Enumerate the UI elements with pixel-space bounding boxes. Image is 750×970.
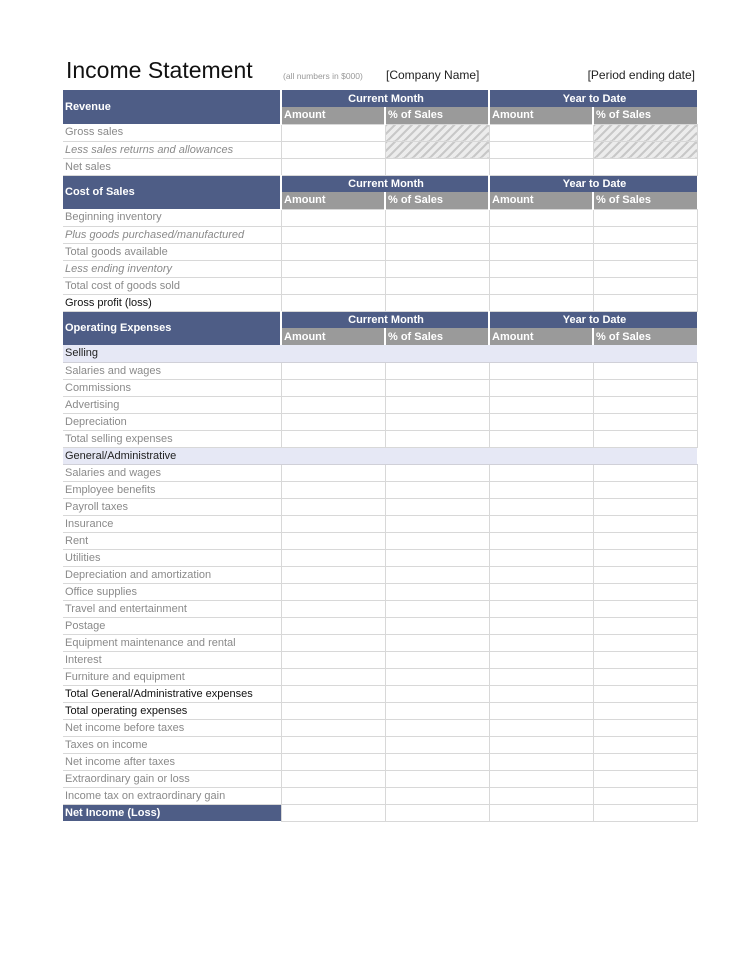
amount-cell[interactable]: [281, 549, 385, 566]
pct-of-sales-cell[interactable]: [385, 804, 489, 821]
line-item-row: [63, 430, 697, 447]
pct-of-sales-cell[interactable]: [385, 549, 489, 566]
net-income-label: Net Income (Loss): [63, 804, 281, 821]
pct-of-sales-cell[interactable]: [593, 430, 697, 447]
pct-of-sales-cell[interactable]: [385, 260, 489, 277]
pct-of-sales-cell[interactable]: [385, 566, 489, 583]
line-item-row: [63, 277, 697, 294]
pct-of-sales-cell[interactable]: [593, 413, 697, 430]
line-item-row: [63, 464, 697, 481]
amount-cell[interactable]: [489, 379, 593, 396]
pct-of-sales-cell[interactable]: [385, 226, 489, 243]
pct-of-sales-column-header: % of Sales: [385, 107, 489, 124]
pct-of-sales-cell[interactable]: [593, 600, 697, 617]
amount-cell[interactable]: [281, 158, 385, 175]
pct-of-sales-cell[interactable]: [593, 702, 697, 719]
pct-of-sales-cell[interactable]: [593, 736, 697, 753]
amount-cell[interactable]: [489, 736, 593, 753]
line-item-row: [63, 685, 697, 702]
pct-of-sales-cell[interactable]: [385, 464, 489, 481]
line-item-row: [63, 481, 697, 498]
line-item-label: Insurance: [63, 515, 281, 532]
amount-cell[interactable]: [281, 668, 385, 685]
amount-cell[interactable]: [489, 362, 593, 379]
pct-of-sales-cell[interactable]: [593, 362, 697, 379]
amount-cell[interactable]: [489, 396, 593, 413]
amount-cell[interactable]: [489, 226, 593, 243]
amount-cell[interactable]: [281, 515, 385, 532]
line-item-row: [63, 226, 697, 243]
period-ending-date-field[interactable]: [Period ending date]: [587, 68, 695, 82]
amount-cell[interactable]: [281, 600, 385, 617]
pct-of-sales-cell[interactable]: [593, 498, 697, 515]
line-item-row: [63, 396, 697, 413]
amount-cell[interactable]: [281, 260, 385, 277]
line-item-label: Office supplies: [63, 583, 281, 600]
amount-cell[interactable]: [281, 702, 385, 719]
amount-cell[interactable]: [489, 702, 593, 719]
pct-of-sales-cell[interactable]: [593, 260, 697, 277]
pct-of-sales-cell[interactable]: [385, 532, 489, 549]
line-item-label: Rent: [63, 532, 281, 549]
pct-of-sales-cell[interactable]: [385, 770, 489, 787]
amount-cell[interactable]: [281, 481, 385, 498]
line-item-row: [63, 668, 697, 685]
amount-cell[interactable]: [281, 532, 385, 549]
pct-of-sales-cell[interactable]: [385, 430, 489, 447]
pct-of-sales-cell[interactable]: [385, 634, 489, 651]
line-item-label: Travel and entertainment: [63, 600, 281, 617]
pct-of-sales-cell[interactable]: [593, 515, 697, 532]
pct-of-sales-cell[interactable]: [593, 549, 697, 566]
amount-cell[interactable]: [281, 617, 385, 634]
line-item-label: Less sales returns and allowances: [63, 141, 281, 158]
income-statement-table: [63, 90, 698, 822]
pct-of-sales-cell[interactable]: [385, 396, 489, 413]
pct-of-sales-cell[interactable]: [385, 736, 489, 753]
selling-category-row: [63, 345, 697, 362]
net-income-row: [63, 804, 697, 821]
line-item-label: Furniture and equipment: [63, 668, 281, 685]
amount-cell[interactable]: [489, 634, 593, 651]
pct-of-sales-cell[interactable]: [385, 651, 489, 668]
pct-of-sales-cell[interactable]: [593, 753, 697, 770]
line-item-row: [63, 600, 697, 617]
amount-cell[interactable]: [281, 226, 385, 243]
pct-of-sales-cell[interactable]: [385, 481, 489, 498]
pct-of-sales-column-header: % of Sales: [593, 328, 697, 345]
line-item-row: [63, 702, 697, 719]
revenue-section-title: Revenue: [63, 90, 281, 124]
amount-cell[interactable]: [489, 515, 593, 532]
line-item-label: Postage: [63, 617, 281, 634]
line-item-row: [63, 566, 697, 583]
amount-cell[interactable]: [489, 753, 593, 770]
line-item-label: Depreciation and amortization: [63, 566, 281, 583]
amount-cell[interactable]: [281, 362, 385, 379]
amount-cell[interactable]: [281, 124, 385, 141]
pct-of-sales-cell[interactable]: [593, 651, 697, 668]
amount-column-header: Amount: [281, 192, 385, 209]
amount-cell[interactable]: [489, 430, 593, 447]
pct-of-sales-cell[interactable]: [593, 566, 697, 583]
amount-cell[interactable]: [281, 804, 385, 821]
line-item-row: [63, 753, 697, 770]
pct-of-sales-cell[interactable]: [385, 515, 489, 532]
line-item-label: Beginning inventory: [63, 209, 281, 226]
line-item-label: Depreciation: [63, 413, 281, 430]
amount-cell[interactable]: [489, 124, 593, 141]
line-item-row: [63, 515, 697, 532]
line-item-row: [63, 260, 697, 277]
general-administrative-category-row: [63, 447, 697, 464]
line-item-label: Taxes on income: [63, 736, 281, 753]
line-item-label: Interest: [63, 651, 281, 668]
amount-cell[interactable]: [281, 685, 385, 702]
pct-of-sales-cell[interactable]: [385, 617, 489, 634]
amount-cell[interactable]: [489, 685, 593, 702]
amount-cell[interactable]: [489, 158, 593, 175]
pct-of-sales-cell[interactable]: [593, 294, 697, 311]
amount-cell[interactable]: [489, 651, 593, 668]
pct-of-sales-cell: [385, 141, 489, 158]
amount-cell[interactable]: [281, 583, 385, 600]
pct-of-sales-column-header: % of Sales: [593, 107, 697, 124]
pct-of-sales-cell[interactable]: [385, 158, 489, 175]
amount-cell[interactable]: [489, 532, 593, 549]
amount-cell[interactable]: [489, 787, 593, 804]
revenue-header-row: [63, 90, 697, 107]
pct-of-sales-cell[interactable]: [593, 481, 697, 498]
amount-cell[interactable]: [489, 413, 593, 430]
line-item-row: [63, 736, 697, 753]
pct-of-sales-cell[interactable]: [385, 719, 489, 736]
amount-cell[interactable]: [489, 583, 593, 600]
line-item-label: Employee benefits: [63, 481, 281, 498]
line-item-row: [63, 498, 697, 515]
pct-of-sales-cell[interactable]: [593, 396, 697, 413]
line-item-label: Total General/Administrative expenses: [63, 685, 281, 702]
pct-of-sales-cell[interactable]: [385, 668, 489, 685]
line-item-label: Equipment maintenance and rental: [63, 634, 281, 651]
amount-cell[interactable]: [489, 600, 593, 617]
pct-of-sales-cell[interactable]: [385, 498, 489, 515]
pct-of-sales-cell: [593, 124, 697, 141]
pct-of-sales-cell[interactable]: [593, 464, 697, 481]
pct-of-sales-column-header: % of Sales: [385, 328, 489, 345]
line-item-row: [63, 141, 697, 158]
pct-of-sales-cell[interactable]: [593, 634, 697, 651]
line-item-label: Net sales: [63, 158, 281, 175]
amount-cell[interactable]: [489, 209, 593, 226]
current-month-header: Current Month: [281, 311, 489, 328]
amount-cell[interactable]: [281, 753, 385, 770]
pct-of-sales-cell[interactable]: [593, 719, 697, 736]
line-item-row: [63, 617, 697, 634]
amount-cell[interactable]: [489, 243, 593, 260]
line-item-row: [63, 651, 697, 668]
line-item-label: Total goods available: [63, 243, 281, 260]
amount-cell[interactable]: [489, 719, 593, 736]
amount-cell[interactable]: [281, 243, 385, 260]
pct-of-sales-cell[interactable]: [385, 243, 489, 260]
line-item-row: [63, 294, 697, 311]
line-item-label: Total selling expenses: [63, 430, 281, 447]
amount-column-header: Amount: [489, 192, 593, 209]
pct-of-sales-cell[interactable]: [593, 583, 697, 600]
amount-cell[interactable]: [281, 464, 385, 481]
amount-cell[interactable]: [281, 651, 385, 668]
selling-category-label: Selling: [63, 345, 697, 362]
pct-of-sales-cell[interactable]: [593, 787, 697, 804]
pct-of-sales-cell[interactable]: [385, 413, 489, 430]
amount-cell[interactable]: [489, 260, 593, 277]
amount-cell[interactable]: [489, 294, 593, 311]
pct-of-sales-cell[interactable]: [385, 294, 489, 311]
year-to-date-header: Year to Date: [489, 175, 697, 192]
cost-of-sales-header-row: [63, 175, 697, 192]
page-title: Income Statement: [66, 57, 253, 83]
units-note: (all numbers in $000): [283, 71, 363, 81]
pct-of-sales-cell[interactable]: [385, 702, 489, 719]
pct-of-sales-cell[interactable]: [385, 685, 489, 702]
amount-cell[interactable]: [489, 668, 593, 685]
operating-expenses-header-row: [63, 311, 697, 328]
amount-cell[interactable]: [281, 634, 385, 651]
amount-cell[interactable]: [489, 464, 593, 481]
current-month-header: Current Month: [281, 90, 489, 107]
amount-cell[interactable]: [281, 566, 385, 583]
pct-of-sales-cell[interactable]: [593, 243, 697, 260]
line-item-row: [63, 124, 697, 141]
line-item-row: [63, 719, 697, 736]
line-item-row: [63, 379, 697, 396]
amount-cell[interactable]: [281, 498, 385, 515]
line-item-label: Total operating expenses: [63, 702, 281, 719]
line-item-row: [63, 634, 697, 651]
amount-cell[interactable]: [281, 736, 385, 753]
line-item-row: [63, 243, 697, 260]
line-item-row: [63, 549, 697, 566]
pct-of-sales-cell[interactable]: [385, 753, 489, 770]
pct-of-sales-cell: [593, 141, 697, 158]
line-item-row: [63, 362, 697, 379]
amount-column-header: Amount: [489, 107, 593, 124]
line-item-label: Salaries and wages: [63, 464, 281, 481]
amount-cell[interactable]: [489, 141, 593, 158]
amount-cell[interactable]: [281, 209, 385, 226]
pct-of-sales-cell[interactable]: [385, 600, 489, 617]
pct-of-sales-cell[interactable]: [593, 685, 697, 702]
pct-of-sales-cell[interactable]: [385, 209, 489, 226]
amount-cell[interactable]: [489, 566, 593, 583]
line-item-label: Utilities: [63, 549, 281, 566]
pct-of-sales-cell[interactable]: [593, 277, 697, 294]
pct-of-sales-cell[interactable]: [593, 158, 697, 175]
line-item-label: Payroll taxes: [63, 498, 281, 515]
pct-of-sales-cell[interactable]: [593, 668, 697, 685]
pct-of-sales-cell[interactable]: [385, 379, 489, 396]
line-item-label: Net income before taxes: [63, 719, 281, 736]
line-item-label: Salaries and wages: [63, 362, 281, 379]
pct-of-sales-cell[interactable]: [593, 617, 697, 634]
pct-of-sales-cell[interactable]: [593, 209, 697, 226]
line-item-label: Less ending inventory: [63, 260, 281, 277]
line-item-label: Commissions: [63, 379, 281, 396]
pct-of-sales-cell[interactable]: [593, 770, 697, 787]
amount-cell[interactable]: [281, 770, 385, 787]
year-to-date-header: Year to Date: [489, 311, 697, 328]
line-item-row: [63, 209, 697, 226]
amount-cell[interactable]: [281, 396, 385, 413]
pct-of-sales-cell[interactable]: [385, 583, 489, 600]
general-administrative-category-label: General/Administrative: [63, 447, 697, 464]
amount-column-header: Amount: [489, 328, 593, 345]
pct-of-sales-cell[interactable]: [593, 226, 697, 243]
amount-cell[interactable]: [489, 770, 593, 787]
line-item-label: Gross sales: [63, 124, 281, 141]
line-item-label: Total cost of goods sold: [63, 277, 281, 294]
line-item-row: [63, 532, 697, 549]
line-item-label: Income tax on extraordinary gain: [63, 787, 281, 804]
operating-expenses-section-title: Operating Expenses: [63, 311, 281, 345]
line-item-label: Plus goods purchased/manufactured: [63, 226, 281, 243]
pct-of-sales-column-header: % of Sales: [593, 192, 697, 209]
amount-cell[interactable]: [281, 141, 385, 158]
line-item-label: Net income after taxes: [63, 753, 281, 770]
amount-cell[interactable]: [281, 413, 385, 430]
pct-of-sales-cell[interactable]: [385, 787, 489, 804]
line-item-row: [63, 787, 697, 804]
amount-cell[interactable]: [489, 498, 593, 515]
pct-of-sales-cell[interactable]: [593, 379, 697, 396]
pct-of-sales-cell[interactable]: [385, 362, 489, 379]
amount-cell[interactable]: [281, 379, 385, 396]
pct-of-sales-cell[interactable]: [385, 277, 489, 294]
cost-of-sales-section-title: Cost of Sales: [63, 175, 281, 209]
amount-cell[interactable]: [489, 277, 593, 294]
amount-cell[interactable]: [281, 787, 385, 804]
line-item-row: [63, 413, 697, 430]
pct-of-sales-column-header: % of Sales: [385, 192, 489, 209]
pct-of-sales-cell: [385, 124, 489, 141]
line-item-label: Gross profit (loss): [63, 294, 281, 311]
pct-of-sales-cell[interactable]: [593, 532, 697, 549]
year-to-date-header: Year to Date: [489, 90, 697, 107]
amount-cell[interactable]: [489, 549, 593, 566]
amount-cell[interactable]: [281, 277, 385, 294]
amount-cell[interactable]: [281, 294, 385, 311]
amount-cell[interactable]: [281, 430, 385, 447]
line-item-label: Extraordinary gain or loss: [63, 770, 281, 787]
amount-cell[interactable]: [281, 719, 385, 736]
company-name-field[interactable]: [Company Name]: [386, 68, 480, 82]
amount-column-header: Amount: [281, 328, 385, 345]
line-item-row: [63, 770, 697, 787]
amount-column-header: Amount: [281, 107, 385, 124]
amount-cell[interactable]: [489, 804, 593, 821]
line-item-row: [63, 158, 697, 175]
line-item-label: Advertising: [63, 396, 281, 413]
line-item-row: [63, 583, 697, 600]
pct-of-sales-cell[interactable]: [593, 804, 697, 821]
amount-cell[interactable]: [489, 617, 593, 634]
current-month-header: Current Month: [281, 175, 489, 192]
amount-cell[interactable]: [489, 481, 593, 498]
